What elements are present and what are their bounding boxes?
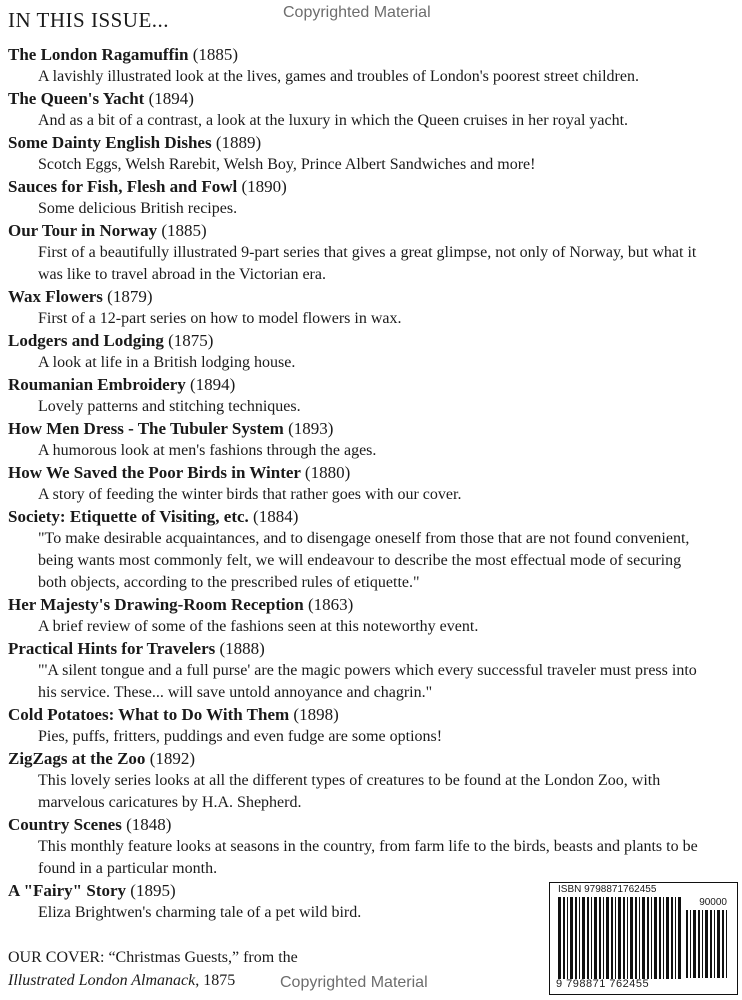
entry-description: And as a bit of a contrast, a look at the luxury in which the Queen cruises in her royal yacht. <box>38 112 629 129</box>
entry-year: (1884) <box>253 507 299 526</box>
barcode-bars-addon <box>686 910 730 978</box>
cover-note <box>8 946 298 992</box>
entry-title <box>8 44 708 66</box>
barcode-bar <box>686 910 688 978</box>
entry-title-text: Practical Hints for Travelers <box>8 639 216 658</box>
entry-title <box>8 220 708 242</box>
barcode-bar <box>693 910 696 978</box>
barcode-bar <box>663 897 664 979</box>
barcode-bar <box>630 897 633 979</box>
entry-title <box>8 132 708 154</box>
barcode-bar <box>603 897 604 979</box>
barcode-bar <box>654 897 657 979</box>
entry-title-text: Some Dainty English Dishes <box>8 133 212 152</box>
cover-note-source-line <box>8 969 298 992</box>
entry-title-text: Lodgers and Lodging <box>8 331 164 350</box>
entry-year: (1888) <box>219 639 265 658</box>
barcode-bar <box>618 897 621 979</box>
entry-title-text: Cold Potatoes: What to Do With Them <box>8 705 290 724</box>
barcode-bar <box>579 897 580 979</box>
entry-title-text: ZigZags at the Zoo <box>8 749 146 768</box>
entry-title <box>8 286 708 308</box>
contents-list <box>8 44 708 924</box>
entry-description: A look at life in a British lodging house. <box>38 354 296 371</box>
entry-title-text: Her Majesty's Drawing-Room Reception <box>8 595 304 614</box>
barcode-bar <box>606 897 609 979</box>
entry-year: (1894) <box>148 89 194 108</box>
isbn-text: ISBN 9798871762455 <box>558 884 657 895</box>
copyright-watermark-top: Copyrighted Material <box>283 4 431 21</box>
barcode-bar <box>717 910 720 978</box>
entry-title-text: How We Saved the Poor Birds in Winter <box>8 463 301 482</box>
entry-year: (1880) <box>304 463 351 482</box>
entry-title-text: Society: Etiquette of Visiting, etc. <box>8 507 249 526</box>
barcode-bar <box>659 897 661 979</box>
cover-note-label: OUR COVER: “Christmas Guests,” from the <box>8 949 298 966</box>
barcode-bar <box>710 910 712 978</box>
entry-description: Scotch Eggs, Welsh Rarebit, Welsh Boy, Prince Albert Sandwiches and more! <box>38 156 536 173</box>
entry-year: (1890) <box>241 177 287 196</box>
entry-title <box>8 704 708 726</box>
barcode-bar <box>582 897 585 979</box>
entry-year: (1894) <box>190 375 236 394</box>
barcode-bar <box>698 910 700 978</box>
barcode-addon-digits: 90000 <box>699 897 727 908</box>
entry-year: (1892) <box>149 749 196 768</box>
barcode-bar <box>671 897 673 979</box>
barcode-bar <box>627 897 628 979</box>
entry-year: (1889) <box>215 133 262 152</box>
entry-title-text: Sauces for Fish, Flesh and Fowl <box>8 177 238 196</box>
entry-title-text: A "Fairy" Story <box>8 881 127 900</box>
barcode-bar <box>623 897 625 979</box>
entry-year: (1848) <box>126 815 172 834</box>
barcode-bars-main <box>558 897 682 979</box>
entry-title <box>8 814 708 836</box>
barcode-bar <box>675 897 676 979</box>
entry-description: A story of feeding the winter birds that rather goes with our cover. <box>38 486 462 503</box>
issue-heading: IN THIS ISSUE... <box>8 8 170 32</box>
barcode-bar <box>722 910 724 978</box>
entry-year: (1898) <box>293 705 339 724</box>
barcode-bar <box>642 897 645 979</box>
entry-year: (1875) <box>168 331 214 350</box>
entry-title-text: The London Ragamuffin <box>8 45 189 64</box>
entry-description: A humorous look at men's fashions through the ages. <box>38 442 377 459</box>
entry-title-text: Wax Flowers <box>8 287 103 306</box>
entry-title-text: Country Scenes <box>8 815 122 834</box>
barcode-bar <box>558 897 561 979</box>
barcode-bar <box>714 910 715 978</box>
barcode-bar <box>690 910 691 978</box>
barcode-bar <box>666 897 669 979</box>
entry-title <box>8 462 708 484</box>
barcode-bar <box>594 897 597 979</box>
barcode-bar <box>647 897 649 979</box>
entry-description: First of a beautifully illustrated 9-part series that gives a great glimpse, not only of Norway, but what it was like to travel abroad in the Victorian era. <box>38 244 697 283</box>
isbn-barcode <box>549 882 738 995</box>
entry-year: (1879) <box>107 287 153 306</box>
barcode-bar <box>651 897 652 979</box>
entry-description: "'A silent tongue and a full purse' are the magic powers which every successful traveler must press into his service. These... will save untold annoyance and chagrin." <box>38 662 697 701</box>
barcode-bar <box>702 910 703 978</box>
entry-description: Lovely patterns and stitching techniques. <box>38 398 301 415</box>
cover-note-year: , 1875 <box>195 972 236 989</box>
barcode-bar <box>570 897 573 979</box>
barcode-bar <box>705 910 708 978</box>
entry-title-text: How Men Dress - The Tubuler System <box>8 419 284 438</box>
entry-title <box>8 330 708 352</box>
barcode-bar <box>615 897 616 979</box>
entry-year: (1895) <box>130 881 176 900</box>
entry-year: (1893) <box>288 419 334 438</box>
entry-description: "To make desirable acquaintances, and to disengage oneself from those that are not found convenient, being wants most commonly felt, we will endeavour to describe the most effectual mode of securing both objects, according to the prescribed rules of etiquette." <box>38 530 690 591</box>
barcode-bar <box>611 897 613 979</box>
cover-note-source: Illustrated London Almanack <box>8 972 196 989</box>
barcode-bar <box>587 897 589 979</box>
entry-description: This lovely series looks at all the different types of creatures to be found at the London Zoo, with marvelous caricatures by H.A. Shepherd. <box>38 772 661 811</box>
entry-title <box>8 374 708 396</box>
entry-year: (1863) <box>307 595 354 614</box>
barcode-bar <box>567 897 568 979</box>
barcode-bar <box>591 897 592 979</box>
entry-title <box>8 638 708 660</box>
entry-description: This monthly feature looks at seasons in the country, from farm life to the birds, beasts and plants to be found in a particular month. <box>38 838 698 877</box>
entry-description: Eliza Brightwen's charming tale of a pet wild bird. <box>38 904 362 921</box>
barcode-bar <box>575 897 577 979</box>
entry-description: A lavishly illustrated look at the lives, games and troubles of London's poorest street children. <box>38 68 639 85</box>
entry-year: (1885) <box>161 221 207 240</box>
entry-description: Some delicious British recipes. <box>38 200 238 217</box>
entry-description: A brief review of some of the fashions seen at this noteworthy event. <box>38 618 479 635</box>
entry-year: (1885) <box>192 45 239 64</box>
entry-description: Pies, puffs, fritters, puddings and even fudge are some options! <box>38 728 443 745</box>
entry-title <box>8 748 708 770</box>
entry-title <box>8 594 708 616</box>
entry-title <box>8 418 708 440</box>
entry-title <box>8 506 708 528</box>
barcode-bar <box>563 897 565 979</box>
entry-title-text: The Queen's Yacht <box>8 89 145 108</box>
barcode-bar <box>635 897 637 979</box>
barcode-bar <box>678 897 681 979</box>
entry-title-text: Our Tour in Norway <box>8 221 158 240</box>
entry-description: First of a 12-part series on how to model flowers in wax. <box>38 310 402 327</box>
barcode-digits: 9 798871 762455 <box>556 978 650 990</box>
barcode-bar <box>639 897 640 979</box>
barcode-bar <box>726 910 727 978</box>
entry-title <box>8 88 708 110</box>
entry-title <box>8 176 708 198</box>
copyright-watermark-bottom: Copyrighted Material <box>280 974 428 991</box>
barcode-bar <box>599 897 601 979</box>
entry-title-text: Roumanian Embroidery <box>8 375 186 394</box>
